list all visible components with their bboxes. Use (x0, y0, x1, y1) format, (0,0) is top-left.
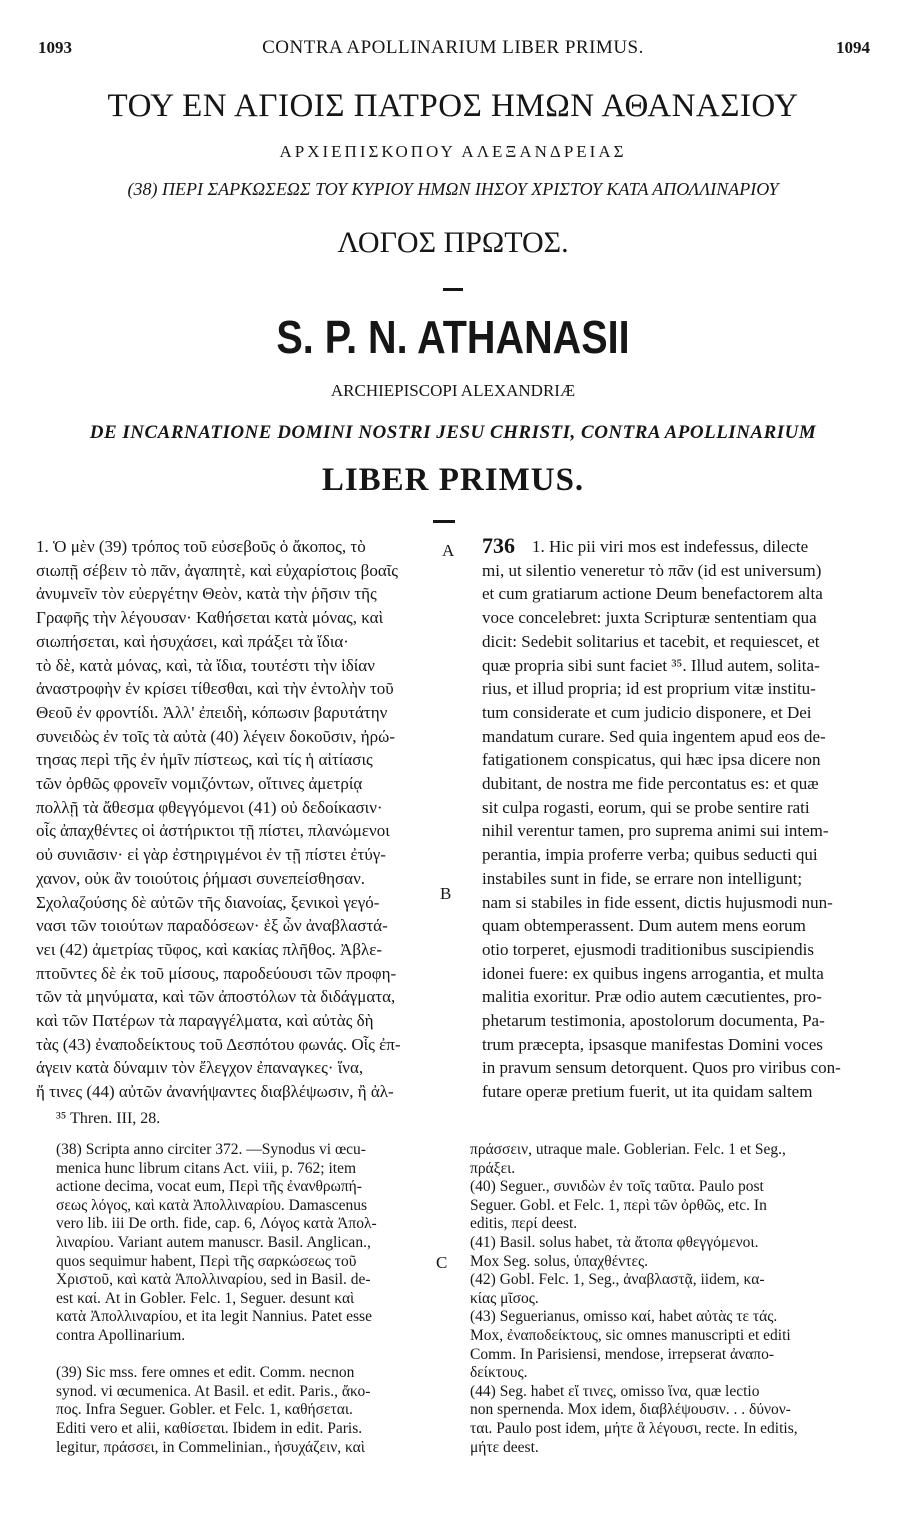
footnote-line: Mox, ἐναποδείκτους, sic omnes manuscripti et editi (470, 1327, 791, 1344)
footnote-line: Comm. In Parisiensi, mendose, irrepserat ἀναπο- (470, 1345, 774, 1363)
section-divider (433, 520, 455, 523)
footnote-line: ται. Paulo post idem, μήτε ἃ λέγουσι, recte. In editis, (470, 1420, 798, 1437)
footnote-line: est καί. At in Gobler. Felc. 1, Seguer. desunt καὶ (56, 1289, 355, 1307)
footnote-line: synod. vi œcumenica. At Basil. et edit. Paris., ἄκο- (56, 1382, 371, 1400)
latin-text-line: voce concelebret: juxta Scripturæ sententiam qua (482, 608, 817, 628)
page-number-left: 1093 (38, 38, 72, 57)
latin-title: S. P. N. ATHANASII (276, 311, 630, 363)
greek-text-line: σιωπήσεται, καὶ ἡσυχάσει, καὶ πράξει τὰ ἴδια· (36, 631, 349, 651)
margin-marker-b: B (440, 884, 452, 903)
footnote-line: editis, περί deest. (470, 1215, 578, 1233)
footnote-line: non spernenda. Mox idem, διαβλέψουσιν. . . δύνον- (470, 1401, 791, 1419)
footnote-line: (44) Seg. habet εἴ τινες, omisso ἵνα, quæ lectio (470, 1382, 760, 1400)
greek-text-line: νασι τῶν τοιούτων παραδόσεων· ἐξ ὧν ἀναβλαστά- (36, 916, 388, 936)
margin-marker-c: C (436, 1253, 448, 1272)
footnote-line: (38) Scripta anno circiter 372. —Synodus vi œcu- (56, 1141, 366, 1158)
greek-text-line: 1. Ὁ μὲν (39) τρόπος τοῦ εὐσεβοῦς ὁ ἄκοπος, τὸ (36, 537, 366, 556)
latin-text-line: mandatum curare. Sed quia ingentem apud eos de- (482, 726, 826, 746)
greek-text-line: οἷς ἀπαχθέντες οἱ ἀστήρικτοι τῇ πίστει, πλανώμενοι (36, 821, 390, 841)
latin-text-line: instabiles sunt in fide, se errare non intelligunt; (482, 868, 803, 888)
latin-text-line: in pravum sensum detorquent. Quos pro viribus con- (482, 1058, 841, 1078)
greek-text-line: νει (42) ἀμετρίας τῦφος, καὶ κακίας πλῆθος. Ἀβλε- (36, 939, 383, 959)
latin-text-line: et cum gratiarum actione Deum benefactorem alta (482, 584, 823, 604)
latin-text-line: nihil verentur tamen, pro suprema animi sui intem- (482, 821, 829, 841)
footnote-line: contra Apollinarium. (56, 1327, 186, 1344)
footnote-line: menica hunc librum citans Act. viii, p. 762; item (56, 1159, 357, 1177)
greek-text-line: άγειν κατὰ δύναμιν τὸν ἔλεγχον ἐπαναγκες· ἵνα, (36, 1058, 364, 1078)
greek-text-line: τὸ δὲ, κατὰ μόνας, καὶ, τὰ ἴδια, τουτέστι τὴν ἰδίαν (36, 655, 375, 675)
latin-text-line: rius, et illud propria; id est proprium vitæ institu- (482, 679, 816, 699)
latin-text-line: dicit: Sedebit solitarius et tacebit, et requiescet, et (482, 631, 820, 651)
greek-text-line: Θεοῦ ἐν φροντίδι. Ἀλλ' ἐπειδὴ, κόπωσιν βαρυτάτην (36, 702, 388, 722)
footnote-line: vero lib. iii De orth. fide, cap. 6, Λόγος κατὰ Ἀπολ- (56, 1215, 377, 1233)
footnote-line: (39) Sic mss. fere omnes et edit. Comm. necnon (56, 1364, 355, 1382)
latin-text-line: phetarum testimonia, apostolorum documenta, Pa- (482, 1011, 825, 1030)
greek-title: ΤΟΥ ΕΝ ΑΓΙΟΙΣ ΠΑΤΡΟΣ ΗΜΩΝ ΑΘΑΝΑΣΙΟΥ (107, 88, 799, 124)
latin-text-line: otio torperet, ejusmodi traditionibus suscipiendis (482, 939, 814, 959)
latin-text-line: trum præcepta, ipsasque manifestas Domini voces (482, 1034, 823, 1054)
footnote-line: πράσσειν, utraque male. Goblerian. Felc. 1 et Seg., (470, 1141, 786, 1158)
running-title: CONTRA APOLLINARIUM LIBER PRIMUS. (262, 37, 644, 58)
greek-text-line: καὶ τῶν Πατέρων τὰ παραγγέλματα, καὶ αὐτὰς δὴ (36, 1011, 374, 1030)
latin-liber: LIBER PRIMUS. (321, 462, 585, 498)
footnote-line: legitur, πράσσει, in Commelinian., ἡσυχάζειν, καὶ (56, 1438, 365, 1456)
latin-subtitle: ARCHIEPISCOPI ALEXANDRIÆ (330, 381, 576, 400)
greek-text-line: τὰς (43) ἐναποδείκτους τοῦ Δεσπότου φωνάς. Οἷς ἐπ- (36, 1034, 401, 1054)
footnote-line: σεως λόγος, καὶ κατὰ Ἀπολλιναρίου. Damascenus (56, 1196, 368, 1214)
footnote-line: Seguer. Gobl. et Felc. 1, περὶ τῶν ὀρθῶς, etc. In (470, 1196, 767, 1214)
footnote-line: πος. Infra Seguer. Gobler. et Felc. 1, καθήσεται. (56, 1401, 353, 1419)
greek-text-line: Γραφῆς τὴν λέγουσαν· Καθήσεται κατὰ μόνας, καὶ (36, 608, 384, 628)
greek-text-line: σιωπῇ σέβειν τὸ πᾶν, ἀγαπητὲ, καὶ εὐχαρίστοις βοαῖς (36, 560, 399, 580)
greek-text-line: ἀναστροφὴν ἐν κρίσει τίθεσθαι, καὶ τὴν ἐντολὴν τοῦ (36, 679, 394, 699)
footnote-line: quos sequimur habent, Περὶ τῆς σαρκώσεως τοῦ (56, 1252, 357, 1270)
greek-text-line: τῶν τὰ μηνύματα, καὶ τῶν ἀποστόλων τὰ διδάγματα, (36, 987, 396, 1007)
footnote-line: μήτε deest. (470, 1438, 539, 1456)
latin-text-line: 1. Hic pii viri mos est indefessus, dilecte (532, 537, 809, 556)
scripture-note: ³⁵ Thren. III, 28. (56, 1110, 161, 1127)
margin-marker-a: A (442, 541, 455, 560)
latin-text-line: idonei fuere: ex quibus ingens arrogantia, et multa (482, 963, 824, 983)
footnote-line: (43) Seguerianus, omisso καί, habet αὐτὰς τε τάς. (470, 1308, 778, 1326)
latin-text-line: futare operæ pretium fuerit, ut ita quidam saltem (482, 1082, 813, 1102)
greek-text-line: ἀνυμνεῖν τὸν εὐεργέτην Θεὸν, κατὰ τὴν ῥῆσιν τῆς (36, 584, 377, 604)
latin-text-line: fatigationem conspicatus, qui hæc ipsa dicere non (482, 750, 821, 770)
greek-text-line: ἤ τινες (44) αὐτῶν ἀνανήψαντες διαβλέψωσιν, ἢ ἀλ- (36, 1082, 394, 1102)
footnote-line: Χριστοῦ, καὶ κατὰ Ἀπολλιναρίου, sed in Basil. de- (56, 1271, 371, 1289)
greek-text-line: Σχολαζούσης δὲ αὐτῶν τῆς διανοίας, ξενικοὶ γεγό- (36, 892, 380, 912)
greek-text-line: οὐ συνιᾶσιν· εἰ γὰρ ἐστηριγμένοι ἐν τῇ πίστει ἐτύγ- (36, 845, 386, 865)
greek-text-line: τησας περὶ τῆς ἐν ἡμῖν πίστεως, καὶ τίς ἡ αἰτίασις (36, 750, 373, 770)
greek-topic: (38) ΠΕΡΙ ΣΑΡΚΩΣΕΩΣ ΤΟΥ ΚΥΡΙΟΥ ΗΜΩΝ ΙΗΣΟΥ ΧΡΙΣΤΟΥ ΚΑΤΑ ΑΠΟΛΛΙΝΑΡΙΟΥ (127, 179, 779, 199)
greek-text-line: συνειδὼς ἐν τοῖς τὰ αὐτὰ (40) λέγειν δοκοῦσιν, ἠρώ- (36, 726, 396, 746)
footnote-line: κίας μῖσος. (470, 1289, 539, 1307)
section-divider (443, 288, 463, 291)
latin-text-line: quam obtemperassent. Dum autem mens eorum (482, 916, 806, 936)
footnote-line: κατὰ Ἀπολλιναρίου, et ita legit Nannius. Patet esse (56, 1308, 372, 1326)
footnote-line: (40) Seguer., συνιδὼν ἐν τοῖς ταῦτα. Paulo post (470, 1178, 764, 1196)
greek-text-line: τῶν ὀρθῶς φρονεῖν νομιζόντων, οἵτινες ἀμετρίᾳ (36, 774, 363, 793)
footnote-line: (41) Basil. solus habet, τὰ ἄτοπα φθεγγόμενοι. (470, 1234, 759, 1251)
footnote-line: δείκτους. (470, 1364, 528, 1382)
page-number-right: 1094 (836, 38, 870, 57)
latin-text-line: perantia, impia proferre verba; quibus seducti qui (482, 845, 818, 865)
greek-logos: ΛΟΓΟΣ ΠΡΩΤΟΣ. (337, 226, 569, 259)
footnote-line: λιναρίου. Variant autem manuscr. Basil. Anglican., (56, 1234, 371, 1251)
greek-text-line: χανον, οὐκ ἂν τοιούτοις ῥήμασι συνεπείσθησαν. (36, 868, 366, 888)
latin-text-line: sit culpa rogasti, eorum, qui se probe sentire rati (482, 797, 810, 817)
latin-text-line: mi, ut silentio veneretur τὸ πᾶν (id est universum) (482, 560, 822, 580)
greek-text-line: πολλῇ τὰ ἄθεσμα φθεγγόμενοι (41) οὐ δεδοίκασιν· (36, 797, 383, 817)
latin-text-line: tum considerate et cum judicio disponere, et Dei (482, 702, 812, 722)
footnote-line: Mox Seg. solus, ὑπαχθέντες. (470, 1252, 648, 1270)
column-number: 736 (482, 533, 515, 558)
footnote-line: actione decima, vocat eum, Περὶ τῆς ἐνανθρωπή- (56, 1178, 362, 1196)
footnote-line: (42) Gobl. Felc. 1, Seg., ἀναβλαστᾷ, iidem, κα- (470, 1271, 765, 1289)
greek-subtitle: ΑΡΧΙΕΠΙΣΚΟΠΟΥ ΑΛΕΞΑΝΔΡΕΙΑΣ (279, 142, 627, 161)
latin-topic: DE INCARNATIONE DOMINI NOSTRI JESU CHRISTI, CONTRA APOLLINARIUM (89, 422, 817, 443)
footnote-line: πράξει. (470, 1159, 516, 1177)
latin-text-line: quæ propria sibi sunt faciet ³⁵. Illud autem, solita- (482, 655, 820, 675)
footnote-line: Editi vero et alii, καθίσεται. Ibidem in edit. Paris. (56, 1420, 363, 1437)
greek-text-line: πτοῦντες δὲ ἐκ τοῦ μίσους, παροδεύουσι τῶν προφη- (36, 963, 397, 983)
latin-text-line: dubitant, de nostra me fide percontatus es: et quæ (482, 774, 819, 793)
latin-text-line: nam si stabiles in fide essent, dictis hujusmodi nun- (482, 892, 833, 912)
latin-text-line: malitia exoritur. Præ odio autem cæcutientes, pro- (482, 987, 822, 1007)
